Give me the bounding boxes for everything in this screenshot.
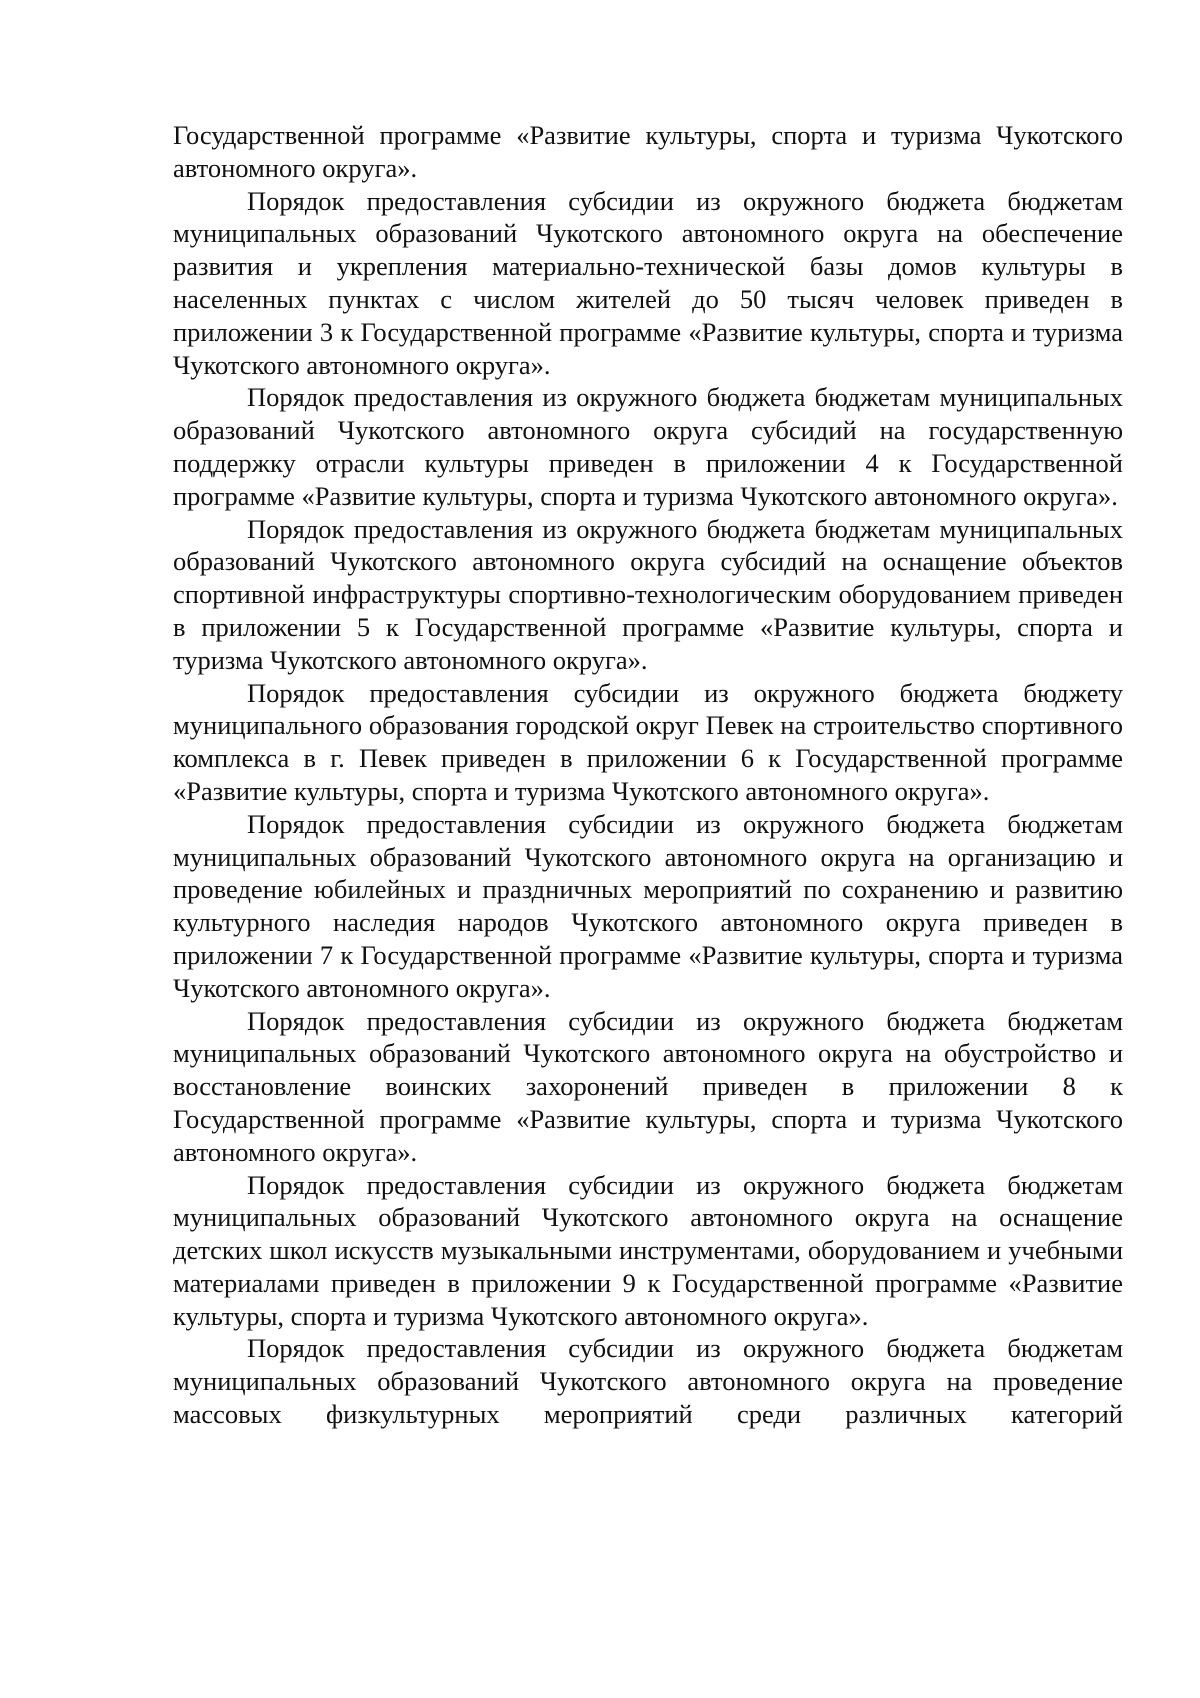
- paragraph-appendix-3: Порядок предоставления субсидии из окружного бюджета бюджетам муниципальных образований Чукотского автономного округа на обеспечение развития и укрепления материально-технической базы домов культуры в населенных пунктах с числом жителей до 50 тысяч человек приведен в приложении 3 к Государственной программе «Развитие культуры, спорта и туризма Чукотского автономного округа».: [173, 185, 1123, 380]
- paragraph-appendix-8: Порядок предоставления субсидии из окружного бюджета бюджетам муниципальных образований Чукотского автономного округа на обустройство и восстановление воинских захоронений приведен в приложении 8 к Государственной программе «Развитие культуры, спорта и туризма Чукотского автономного округа».: [173, 1005, 1123, 1167]
- document-page: [173, 119, 1123, 1431]
- paragraph-continuation: Государственной программе «Развитие культуры, спорта и туризма Чукотского автономного округа».: [173, 120, 1123, 183]
- paragraph-appendix-4: Порядок предоставления из окружного бюджета бюджетам муниципальных образований Чукотского автономного округа субсидий на государственную поддержку отрасли культуры приведен в приложении 4 к Государственной программе «Развитие культуры, спорта и туризма Чукотского автономного округа».: [173, 382, 1123, 511]
- paragraph-appendix-6: Порядок предоставления субсидии из окружного бюджета бюджету муниципального образования городской округ Певек на строительство спортивного комплекса в г. Певек приведен в приложении 6 к Государственной программе «Развитие культуры, спорта и туризма Чукотского автономного округа».: [173, 677, 1123, 806]
- paragraph-appendix-5: Порядок предоставления из окружного бюджета бюджетам муниципальных образований Чукотского автономного округа субсидий на оснащение объектов спортивной инфраструктуры спортивно-технологическим оборудованием приведен в приложении 5 к Государственной программе «Развитие культуры, спорта и туризма Чукотского автономного округа».: [173, 513, 1123, 675]
- paragraph-appendix-9: Порядок предоставления субсидии из окружного бюджета бюджетам муниципальных образований Чукотского автономного округа на оснащение детских школ искусств музыкальными инструментами, оборудованием и учебными материалами приведен в приложении 9 к Государственной программе «Развитие культуры, спорта и туризма Чукотского автономного округа».: [173, 1169, 1123, 1331]
- paragraph-mass-sports-events: Порядок предоставления субсидии из окружного бюджета бюджетам муниципальных образований Чукотского автономного округа на проведение массовых физкультурных мероприятий среди различных категорий: [173, 1333, 1123, 1430]
- paragraph-appendix-7: Порядок предоставления субсидии из окружного бюджета бюджетам муниципальных образований Чукотского автономного округа на организацию и проведение юбилейных и праздничных мероприятий по сохранению и развитию культурного наследия народов Чукотского автономного округа приведен в приложении 7 к Государственной программе «Развитие культуры, спорта и туризма Чукотского автономного округа».: [173, 808, 1123, 1003]
